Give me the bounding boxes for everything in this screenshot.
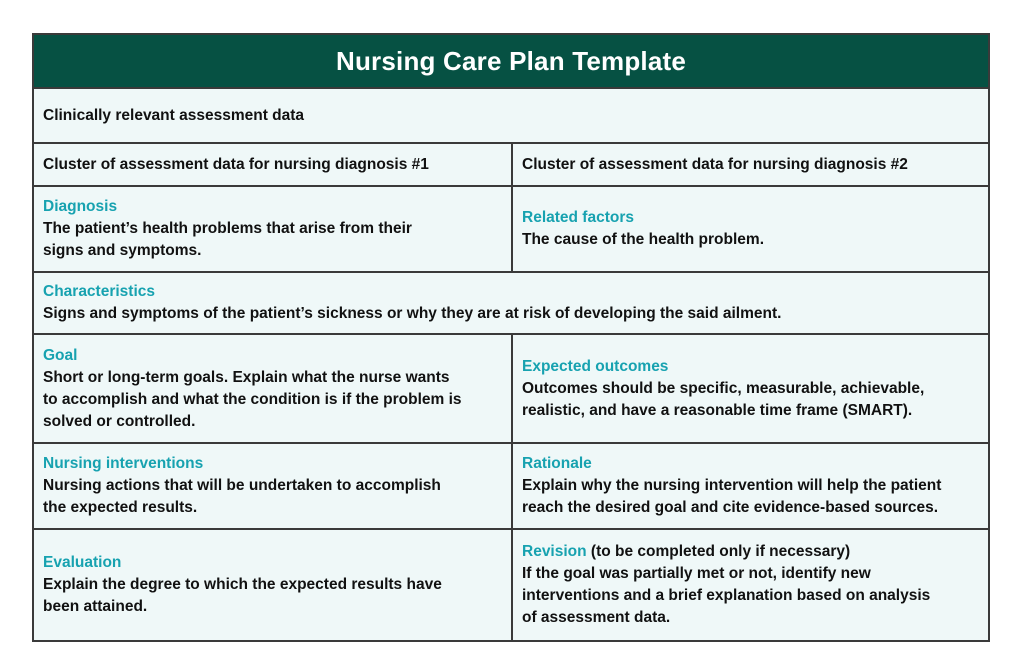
document-title-cell	[33, 34, 989, 88]
cluster-header-cell-1[interactable]	[33, 143, 512, 186]
table-row-evaluation	[33, 529, 989, 641]
related-factors-label: Related factors	[522, 209, 634, 226]
rationale-label: Rationale	[522, 455, 592, 472]
nursing-interventions-label: Nursing interventions	[43, 455, 204, 472]
related-factors-cell[interactable]	[512, 186, 989, 272]
table-row-interventions	[33, 443, 989, 529]
characteristics-cell[interactable]	[33, 272, 989, 334]
evaluation-cell[interactable]	[33, 529, 512, 641]
diagnosis-label: Diagnosis	[43, 198, 118, 215]
expected-outcomes-label: Expected outcomes	[522, 357, 669, 375]
rationale-cell[interactable]	[512, 443, 989, 529]
goal-body-line-1: Short or long-term goals. Explain what the nurse wants	[43, 368, 450, 386]
revision-body-line-1: If the goal was partially met or not, identify new	[522, 565, 871, 582]
related-factors-body: The cause of the health problem.	[522, 231, 765, 248]
assessment-data-cell[interactable]	[33, 88, 989, 143]
cluster-header-label-1: Cluster of assessment data for nursing diagnosis #1	[43, 155, 429, 173]
rationale-body-line-1: Explain why the nursing intervention will help the patient	[522, 477, 942, 494]
goal-body-line-2: to accomplish and what the condition is if the problem is	[43, 390, 462, 408]
revision-cell[interactable]	[512, 529, 989, 641]
table-row-characteristics	[33, 272, 989, 334]
cluster-header-cell-2[interactable]	[512, 143, 989, 186]
revision-body-line-3: of assessment data.	[522, 609, 671, 626]
rationale-body-line-2: reach the desired goal and cite evidence-based sources.	[522, 499, 939, 516]
table-row-diagnosis	[33, 186, 989, 272]
goal-label: Goal	[43, 346, 78, 364]
revision-body-line-2: interventions and a brief explanation based on analysis	[522, 587, 931, 604]
diagnosis-body-line-2: signs and symptoms.	[43, 242, 202, 259]
table-row-goal	[33, 334, 989, 443]
goal-cell[interactable]	[33, 334, 512, 443]
nursing-interventions-cell[interactable]	[33, 443, 512, 529]
cluster-header-label-2: Cluster of assessment data for nursing diagnosis #2	[522, 155, 908, 173]
evaluation-body-line-2: been attained.	[43, 598, 148, 615]
diagnosis-cell[interactable]	[33, 186, 512, 272]
expected-outcomes-cell[interactable]	[512, 334, 989, 443]
goal-body-line-3: solved or controlled.	[43, 412, 196, 430]
characteristics-body: Signs and symptoms of the patient’s sickness or why they are at risk of developing the said ailment.	[43, 305, 782, 322]
nursing-interventions-body-line-1: Nursing actions that will be undertaken to accomplish	[43, 477, 441, 494]
table-row-assessment-band	[33, 88, 989, 143]
revision-label-suffix: (to be completed only if necessary)	[586, 543, 851, 560]
assessment-data-label: Clinically relevant assessment data	[43, 106, 305, 124]
evaluation-label: Evaluation	[43, 554, 122, 571]
expected-outcomes-body-line-1: Outcomes should be specific, measurable, achievable,	[522, 379, 925, 397]
table-row-title	[33, 34, 989, 88]
revision-label-line	[522, 541, 978, 563]
evaluation-body-line-1: Explain the degree to which the expected results have	[43, 576, 442, 593]
characteristics-label: Characteristics	[43, 283, 156, 300]
diagnosis-body-line-1: The patient’s health problems that arise from their	[43, 220, 412, 237]
nursing-care-plan-table	[32, 33, 990, 642]
table-row-cluster-headers	[33, 143, 989, 186]
page-title: Nursing Care Plan Template	[335, 45, 687, 76]
expected-outcomes-body-line-2: realistic, and have a reasonable time frame (SMART).	[522, 401, 913, 419]
revision-label: Revision	[522, 543, 587, 560]
nursing-interventions-body-line-2: the expected results.	[43, 499, 198, 516]
